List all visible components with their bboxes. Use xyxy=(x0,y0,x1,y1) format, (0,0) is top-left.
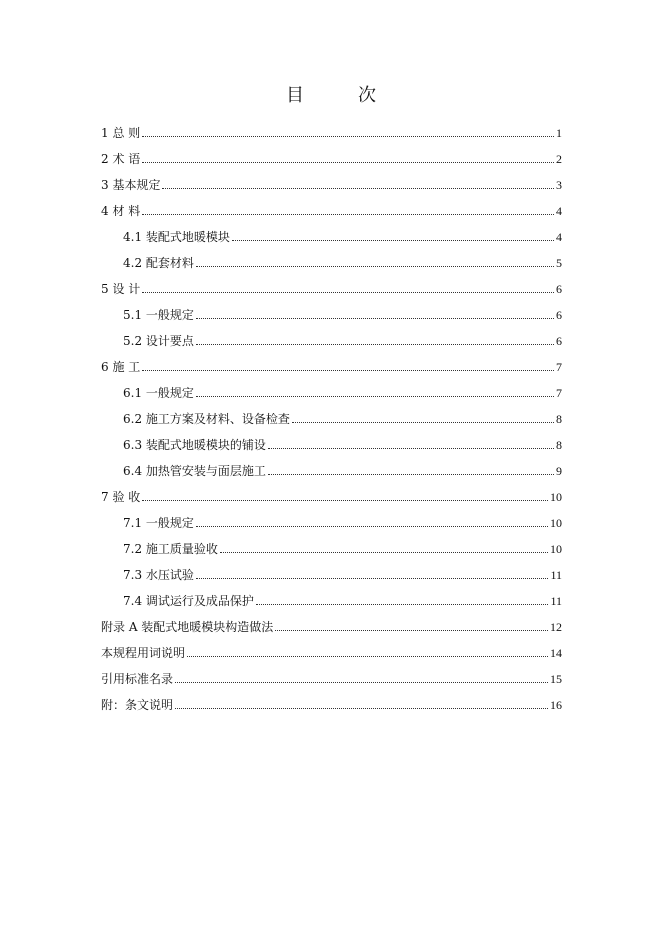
toc-leader-dots xyxy=(142,370,554,371)
toc-entry-label: 附录 A 装配式地暖模块构造做法 xyxy=(101,620,274,634)
toc-entry-page-number: 10 xyxy=(550,516,562,530)
toc-entry-page-number: 15 xyxy=(550,672,562,686)
toc-entry[interactable] xyxy=(101,140,562,166)
toc-entry-page-number: 6 xyxy=(556,282,562,296)
toc-leader-dots xyxy=(175,682,548,683)
toc-entry[interactable] xyxy=(101,504,562,530)
toc-entry-page-number: 7 xyxy=(556,386,562,400)
toc-entry[interactable] xyxy=(101,582,562,608)
toc-leader-dots xyxy=(292,422,554,423)
toc-entry[interactable] xyxy=(101,634,562,660)
toc-entry-page-number: 10 xyxy=(550,490,562,504)
toc-entry[interactable] xyxy=(101,114,562,140)
toc-entry-page-number: 4 xyxy=(556,230,562,244)
toc-entry-page-number: 9 xyxy=(556,464,562,478)
toc-entry[interactable] xyxy=(101,296,562,322)
toc-leader-dots xyxy=(196,526,548,527)
toc-entry-label: 本规程用词说明 xyxy=(101,646,186,660)
toc-entry-page-number: 4 xyxy=(556,204,562,218)
toc-entry-page-number: 12 xyxy=(550,620,562,634)
toc-entry-label: 6.2 施工方案及材料、设备检查 xyxy=(123,412,290,426)
toc-leader-dots xyxy=(268,448,554,449)
toc-leader-dots xyxy=(196,318,554,319)
toc-entry-page-number: 2 xyxy=(556,152,562,166)
toc-entry-label: 6.3 装配式地暖模块的铺设 xyxy=(123,438,266,452)
toc-entry[interactable] xyxy=(101,608,562,634)
toc-entry[interactable] xyxy=(101,348,562,374)
toc-entry-label: 4 材 料 xyxy=(101,204,141,218)
toc-entry-page-number: 1 xyxy=(556,126,562,140)
toc-entry[interactable] xyxy=(101,478,562,504)
toc-entry-label: 6.4 加热管安装与面层施工 xyxy=(123,464,266,478)
toc-entry-page-number: 8 xyxy=(556,438,562,452)
toc-entry[interactable] xyxy=(101,374,562,400)
toc-entry-page-number: 3 xyxy=(556,178,562,192)
toc-leader-dots xyxy=(142,292,554,293)
toc-entry-label: 附：条文说明 xyxy=(101,698,174,712)
toc-entry-label: 2 术 语 xyxy=(101,152,141,166)
toc-entry-label: 7.2 施工质量验收 xyxy=(123,542,218,556)
toc-leader-dots xyxy=(142,214,554,215)
toc-leader-dots xyxy=(275,630,548,631)
toc-leader-dots xyxy=(220,552,548,553)
toc-leader-dots xyxy=(268,474,554,475)
toc-entry[interactable] xyxy=(101,192,562,218)
toc-leader-dots xyxy=(196,396,554,397)
toc-entry[interactable] xyxy=(101,270,562,296)
toc-entry-page-number: 6 xyxy=(556,308,562,322)
toc-entry-page-number: 7 xyxy=(556,360,562,374)
toc-entry[interactable] xyxy=(101,530,562,556)
toc-entry[interactable] xyxy=(101,322,562,348)
toc-entry-page-number: 8 xyxy=(556,412,562,426)
toc-leader-dots xyxy=(256,604,549,605)
toc-entry[interactable] xyxy=(101,244,562,270)
toc-leader-dots xyxy=(232,240,554,241)
toc-entry-page-number: 16 xyxy=(550,698,562,712)
toc-leader-dots xyxy=(142,136,554,137)
toc-entry-label: 5.2 设计要点 xyxy=(123,334,194,348)
toc-entry[interactable] xyxy=(101,166,562,192)
toc-entry-label: 5.1 一般规定 xyxy=(123,308,194,322)
toc-leader-dots xyxy=(196,578,549,579)
toc-entry-label: 5 设 计 xyxy=(101,282,141,296)
toc-entry-page-number: 6 xyxy=(556,334,562,348)
toc-leader-dots xyxy=(196,266,554,267)
toc-entry-page-number: 5 xyxy=(556,256,562,270)
toc-entry[interactable] xyxy=(101,400,562,426)
toc-entry-label: 4.2 配套材料 xyxy=(123,256,194,270)
toc-entry-label: 7.3 水压试验 xyxy=(123,568,194,582)
toc-entry-label: 4.1 装配式地暖模块 xyxy=(123,230,230,244)
toc-leader-dots xyxy=(187,656,548,657)
toc-entry-page-number: 11 xyxy=(550,594,562,608)
toc-leader-dots xyxy=(162,188,554,189)
toc-leader-dots xyxy=(196,344,554,345)
toc-entry-label: 3 基本规定 xyxy=(101,178,161,192)
toc-entry-label: 1 总 则 xyxy=(101,126,141,140)
toc-entry[interactable] xyxy=(101,426,562,452)
toc-entry[interactable] xyxy=(101,452,562,478)
toc-leader-dots xyxy=(142,500,548,501)
toc-leader-dots xyxy=(142,162,554,163)
toc-entry-label: 7.4 调试运行及成品保护 xyxy=(123,594,254,608)
toc-entry-page-number: 10 xyxy=(550,542,562,556)
toc-title: 目 次 xyxy=(286,85,394,106)
toc-leader-dots xyxy=(175,708,548,709)
toc-entry-label: 引用标准名录 xyxy=(101,672,174,686)
toc-entry-label: 6.1 一般规定 xyxy=(123,386,194,400)
toc-entry-page-number: 11 xyxy=(550,568,562,582)
toc-entry[interactable] xyxy=(101,556,562,582)
toc-entry[interactable] xyxy=(101,218,562,244)
toc-entry-page-number: 14 xyxy=(550,646,562,660)
toc-entry[interactable] xyxy=(101,660,562,686)
toc-entry[interactable] xyxy=(101,686,562,712)
table-of-contents xyxy=(101,114,562,712)
toc-entry-label: 7 验 收 xyxy=(101,490,141,504)
toc-entry-label: 7.1 一般规定 xyxy=(123,516,194,530)
toc-entry-label: 6 施 工 xyxy=(101,360,141,374)
